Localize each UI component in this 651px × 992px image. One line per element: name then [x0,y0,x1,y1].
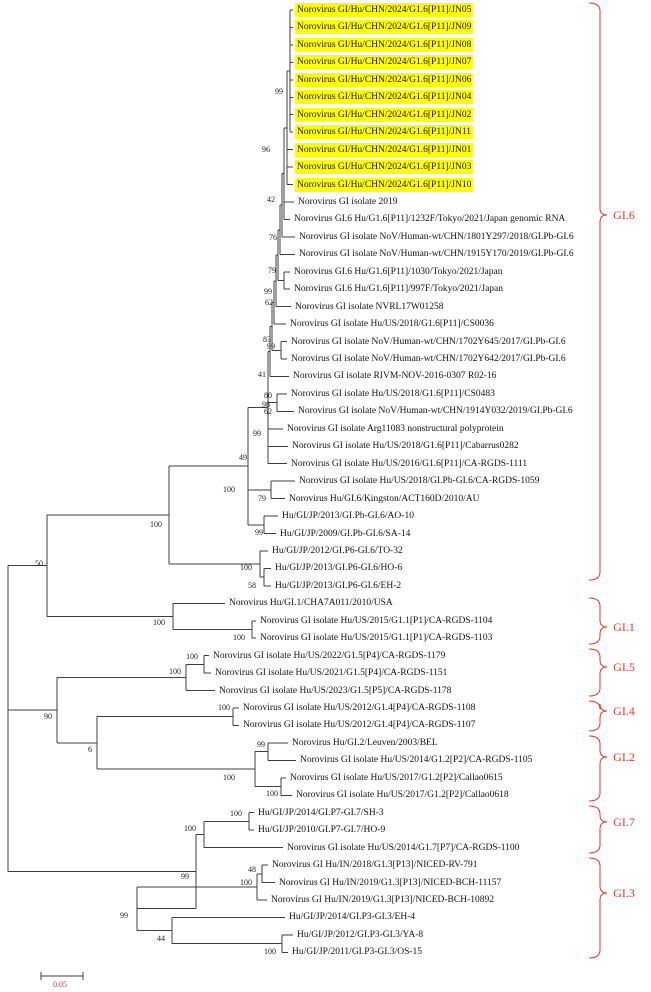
taxon-label: Norovirus GI isolate Hu/US/2017/G1.2[P2]/Callao0618 [296,790,509,801]
bootstrap-value: 48 [248,865,256,874]
taxon-label: Norovirus GI Hu/IN/2019/G1.3[P13]/NICED-BCH-11157 [279,877,502,888]
clade-bracket [589,806,607,853]
taxon-label: Norovirus GI Hu/IN/2019/G1.3[P13]/NICED-BCH-10892 [271,894,494,905]
clade-bracket [589,598,607,644]
bootstrap-value: 100 [266,789,278,798]
taxon-label: Norovirus GI isolate Hu/US/2017/G1.2[P2]/Callao0615 [290,772,503,783]
bootstrap-value: 83 [263,335,271,344]
bootstrap-value: 42 [267,195,275,204]
taxon-label: Norovirus GI isolate Hu/US/2018/G1.6[P11]/Cabarrus0282 [292,441,519,452]
taxon-label: Norovirus GI isolate 2019 [298,196,398,207]
taxon-label: Norovirus GI isolate Arg11083 nonstructural polyprotein [287,423,504,434]
clade-label: GI.4 [613,704,635,718]
taxon-label: Norovirus GI isolate Hu/US/2018/G1.6[P11]/CS0483 [291,388,495,399]
bootstrap-value: 99 [253,429,261,438]
taxon-label: Norovirus GI isolate Hu/US/2012/G1.4[P4]/CA-RGDS-1107 [243,720,476,731]
taxon-label-highlighted: Norovirus GI/Hu/CHN/2024/G1.6[P11]/JN07 [297,57,472,68]
bootstrap-value: 76 [269,233,277,242]
bootstrap-value: 99 [181,872,189,881]
clade-bracket [589,701,607,731]
bootstrap-value: 49 [239,453,247,462]
bootstrap-value: 100 [264,947,276,956]
bootstrap-value: 80 [264,391,272,400]
bootstrap-value: 6 [88,745,92,754]
taxon-label: Hu/GI/JP/2009/GI.Pb-GI.6/SA-14 [280,528,411,539]
taxon-label: Hu/GI/JP/2013/GI.P6-GI.6/HO-6 [275,563,403,574]
bootstrap-value: 79 [268,266,276,275]
clade-label: GI.7 [613,815,635,829]
taxon-label: Norovirus GI isolate Hu/US/2015/G1.1[P1]/CA-RGDS-1103 [260,633,493,644]
bootstrap-value: 99 [257,740,265,749]
bootstrap-value: 99 [267,342,275,351]
taxon-label-highlighted: Norovirus GI/Hu/CHN/2024/G1.6[P11]/JN09 [297,22,472,33]
taxon-label: Norovirus GI isolate RIVM-NOV-2016-0307 R02-16 [293,371,497,382]
taxon-label: Norovirus GI isolate Hu/US/2012/G1.4[P4]/CA-RGDS-1108 [243,703,476,713]
bootstrap-value: 96 [262,145,270,154]
taxon-label-highlighted: Norovirus GI/Hu/CHN/2024/G1.6[P11]/JN08 [297,39,472,50]
bootstrap-value: 62 [264,407,272,416]
taxon-label: Norovirus GI.6 Hu/G1.6[P11]/1030/Tokyo/2021/Japan [294,266,503,277]
taxon-label: Hu/GI/JP/2010/GI.P7-GI.7/HO-9 [258,825,386,836]
clade-bracket [589,736,607,801]
taxon-label-highlighted: Norovirus GI/Hu/CHN/2024/G1.6[P11]/JN03 [297,162,472,173]
taxon-label: Norovirus GI isolate NoV/Human-wt/CHN/1915Y170/2019/GI.Pb-GI.6 [299,249,574,260]
bootstrap-value: 99 [120,911,128,920]
bootstrap-value: 100 [223,485,235,494]
bootstrap-value: 100 [223,773,235,782]
clade-label: GI.5 [613,660,635,674]
bootstrap-value: 44 [157,934,165,943]
taxon-label: Norovirus GI isolate NoV/Human-wt/CHN/1801Y297/2018/GI.Pb-GI.6 [299,231,574,242]
bootstrap-value: 100 [186,652,198,661]
taxon-label: Norovirus GI isolate Hu/US/2016/G1.6[P11]/CA-RGDS-1111 [291,458,528,469]
bootstrap-value: 99 [275,87,283,96]
taxon-label: Norovirus Hu/GI.6/Kingston/ACT160D/2010/AU [289,493,480,504]
taxon-label: Norovirus GI isolate NoV/Human-wt/CHN/1914Y032/2019/GI.Pb-GI.6 [298,406,573,417]
clade-bracket [589,649,607,696]
taxon-label: Norovirus GI isolate Hu/US/2014/G1.7[P7]/CA-RGDS-1100 [287,842,520,853]
bootstrap-value: 99 [264,287,272,296]
taxon-label: Hu/GI/JP/2011/GI.P3-GI.3/OS-15 [292,947,423,958]
bootstrap-value: 90 [44,712,52,721]
bootstrap-value: 100 [150,520,162,529]
bootstrap-value: 99 [255,528,263,537]
taxon-label-highlighted: Norovirus GI/Hu/CHN/2024/G1.6[P11]/JN01 [297,144,472,155]
bootstrap-value: 98 [262,400,270,409]
taxon-label: Hu/GI/JP/2014/GI.P3-GI.3/EH-4 [289,912,416,923]
bootstrap-value: 62 [265,298,273,307]
taxon-label: Hu/GI/JP/2012/GI.P3-GI.3/YA-8 [297,929,424,940]
clade-bracket [589,3,607,580]
bootstrap-value: 100 [230,809,242,818]
clade-label: GI.1 [613,620,635,634]
bootstrap-value: 100 [169,667,181,676]
taxon-label: Norovirus GI isolate NoV/Human-wt/CHN/1702Y645/2017/GI.Pb-GI.6 [291,336,566,347]
bootstrap-value: 58 [248,581,256,590]
taxon-label-highlighted: Norovirus GI/Hu/CHN/2024/G1.6[P11]/JN06 [297,74,472,85]
taxon-label: Norovirus GI isolate Hu/US/2023/G1.5[P5]/CA-RGDS-1178 [219,685,452,696]
taxon-label: Norovirus Hu/GI.2/Leuven/2003/BEL [292,737,438,748]
taxon-label: Norovirus GI isolate Hu/US/2014/G1.2[P2]/CA-RGDS-1105 [300,755,533,766]
taxon-label-highlighted: Norovirus GI/Hu/CHN/2024/G1.6[P11]/JN11 [297,127,471,138]
taxon-label: Norovirus GI isolate Hu/US/2021/G1.5[P4]/CA-RGDS-1151 [215,668,448,679]
taxon-label: Hu/GI/JP/2013/GI.Pb-GI.6/AO-10 [282,511,414,522]
bootstrap-value: 50 [35,559,43,568]
taxon-label: Norovirus GI isolate Hu/US/2018/GI.Pb-GI.6/CA-RGDS-1059 [299,476,540,487]
clade-label: GI.6 [613,208,635,222]
bootstrap-value: 100 [218,703,230,712]
taxon-label: Norovirus GI isolate Hu/US/2015/G1.1[P1]/CA-RGDS-1104 [260,615,493,626]
taxon-label: Hu/GI/JP/2014/GI.P7-GI.7/SH-3 [258,807,384,818]
bootstrap-value: 100 [233,633,245,642]
taxon-label-highlighted: Norovirus GI/Hu/CHN/2024/G1.6[P11]/JN04 [297,92,472,103]
taxon-label-highlighted: Norovirus GI/Hu/CHN/2024/G1.6[P11]/JN10 [297,179,472,190]
bootstrap-value: 100 [240,878,252,887]
taxon-label: Norovirus GI isolate NVRL17W01258 [295,301,444,312]
bootstrap-value: 100 [240,563,252,572]
taxon-label: Hu/GI/JP/2013/GI.P6-GI.6/EH-2 [275,580,402,591]
taxon-label: Norovirus GI Hu/IN/2018/G1.3[P13]/NICED-RV-791 [272,860,478,871]
taxon-label: Norovirus GI isolate Hu/US/2022/G1.5[P4]/CA-RGDS-1179 [213,650,446,661]
bootstrap-value: 100 [153,618,165,627]
clade-label: GI.3 [613,886,635,900]
taxon-label: Norovirus GI isolate NoV/Human-wt/CHN/1702Y642/2017/GI.Pb-GI.6 [291,354,566,364]
taxon-label: Norovirus Hu/GI.1/CHA7A011/2010/USA [229,598,393,609]
clade-bracket [589,858,607,958]
taxon-label: Norovirus GI isolate Hu/US/2018/G1.6[P11]/CS0036 [290,319,494,330]
taxon-label: Norovirus GI.6 Hu/G1.6[P11]/1232F/Tokyo/2021/Japan genomic RNA [294,214,566,225]
taxon-label: Hu/GI/JP/2012/GI.P6-GI.6/TO-32 [272,545,403,556]
taxon-label-highlighted: Norovirus GI/Hu/CHN/2024/G1.6[P11]/JN02 [297,109,472,120]
bootstrap-value: 41 [258,370,266,379]
taxon-label: Norovirus GI.6 Hu/G1.6[P11]/997F/Tokyo/2021/Japan [294,284,504,295]
clade-label: GI.2 [613,750,635,764]
scale-bar-label: 0.05 [53,980,67,989]
bootstrap-value: 79 [258,494,266,503]
taxon-label-highlighted: Norovirus GI/Hu/CHN/2024/G1.6[P11]/JN05 [297,5,472,15]
bootstrap-value: 100 [184,824,196,833]
